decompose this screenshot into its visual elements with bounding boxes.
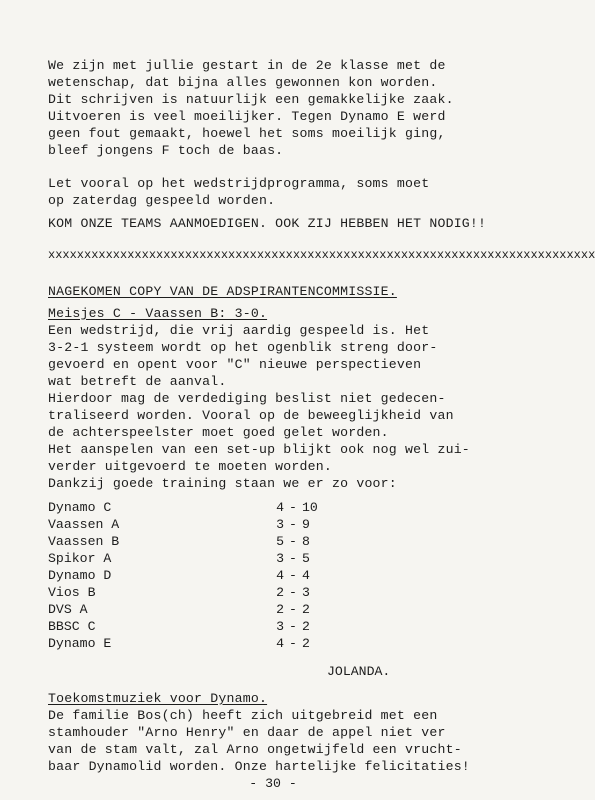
points: 2 — [302, 619, 310, 634]
dash-separator: - — [289, 585, 297, 600]
future-line: stamhouder "Arno Henry" en daar de appel niet ver — [48, 725, 446, 740]
team-name: Dynamo E — [48, 636, 112, 651]
report-line: Een wedstrijd, die vrij aardig gespeeld is. Het — [48, 323, 430, 338]
team-name: Dynamo D — [48, 568, 112, 583]
games-played: 2 — [276, 602, 284, 617]
points: 2 — [302, 602, 310, 617]
report-line: 3-2-1 systeem wordt op het ogenblik streng door- — [48, 340, 438, 355]
points: 10 — [302, 500, 318, 515]
games-played: 3 — [276, 517, 284, 532]
signature: JOLANDA. — [327, 664, 391, 679]
intro-line: wetenschap, dat bijna alles gewonnen kon worden. — [48, 75, 438, 90]
future-line: De familie Bos(ch) heeft zich uitgebreid met een — [48, 708, 438, 723]
future-heading: Toekomstmuziek voor Dynamo. — [48, 691, 268, 706]
match-heading: Meisjes C - Vaassen B: 3-0. — [48, 306, 268, 321]
dash-separator: - — [289, 534, 297, 549]
intro-line: We zijn met jullie gestart in de 2e klasse met de — [48, 58, 446, 73]
games-played: 5 — [276, 534, 284, 549]
section-heading: NAGEKOMEN COPY VAN DE ADSPIRANTENCOMMISSIE. — [48, 284, 397, 299]
games-played: 3 — [276, 551, 284, 566]
dash-separator: - — [289, 551, 297, 566]
dash-separator: - — [289, 602, 297, 617]
report-line: gevoerd en opent voor "C" nieuwe perspectieven — [48, 357, 422, 372]
report-line: verder uitgevoerd te moeten worden. — [48, 459, 332, 474]
program-line: op zaterdag gespeeld worden. — [48, 193, 276, 208]
team-name: Vaassen A — [48, 517, 120, 532]
points: 9 — [302, 517, 310, 532]
intro-line: Dit schrijven is natuurlijk een gemakkelijke zaak. — [48, 92, 454, 107]
report-line: Het aanspelen van een set-up blijkt ook nog wel zui- — [48, 442, 470, 457]
report-line: de achterspeelster moet goed gelet worden. — [48, 425, 389, 440]
future-line: baar Dynamolid worden. Onze hartelijke felicitaties! — [48, 759, 470, 774]
separator-line: xxxxxxxxxxxxxxxxxxxxxxxxxxxxxxxxxxxxxxxxxxxxxxxxxxxxxxxxxxxxxxxxxxxxxxxxxxxx — [48, 248, 595, 262]
games-played: 4 — [276, 500, 284, 515]
report-line: traliseerd worden. Vooral op de beweeglijkheid van — [48, 408, 454, 423]
games-played: 3 — [276, 619, 284, 634]
points: 2 — [302, 636, 310, 651]
dash-separator: - — [289, 619, 297, 634]
dash-separator: - — [289, 636, 297, 651]
dash-separator: - — [289, 517, 297, 532]
games-played: 2 — [276, 585, 284, 600]
team-name: Dynamo C — [48, 500, 112, 515]
intro-line: geen fout gemaakt, hoewel het soms moeilijk ging, — [48, 126, 446, 141]
dash-separator: - — [289, 500, 297, 515]
team-name: Spikor A — [48, 551, 112, 566]
encouragement-line: KOM ONZE TEAMS AANMOEDIGEN. OOK ZIJ HEBBEN HET NODIG!! — [48, 216, 487, 231]
points: 8 — [302, 534, 310, 549]
report-line: Hierdoor mag de verdediging beslist niet gedecen- — [48, 391, 446, 406]
dash-separator: - — [289, 568, 297, 583]
report-line: wat betreft de aanval. — [48, 374, 227, 389]
program-line: Let vooral op het wedstrijdprogramma, soms moet — [48, 176, 430, 191]
report-line: Dankzij goede training staan we er zo voor: — [48, 476, 397, 491]
games-played: 4 — [276, 636, 284, 651]
games-played: 4 — [276, 568, 284, 583]
points: 5 — [302, 551, 310, 566]
intro-line: Uitvoeren is veel moeilijker. Tegen Dynamo E werd — [48, 109, 446, 124]
team-name: Vaassen B — [48, 534, 120, 549]
page-number: - 30 - — [249, 776, 297, 791]
team-name: Vios B — [48, 585, 96, 600]
team-name: BBSC C — [48, 619, 96, 634]
team-name: DVS A — [48, 602, 88, 617]
future-line: van de stam valt, zal Arno ongetwijfeld een vrucht- — [48, 742, 462, 757]
points: 4 — [302, 568, 310, 583]
points: 3 — [302, 585, 310, 600]
intro-line: bleef jongens F toch de baas. — [48, 143, 284, 158]
